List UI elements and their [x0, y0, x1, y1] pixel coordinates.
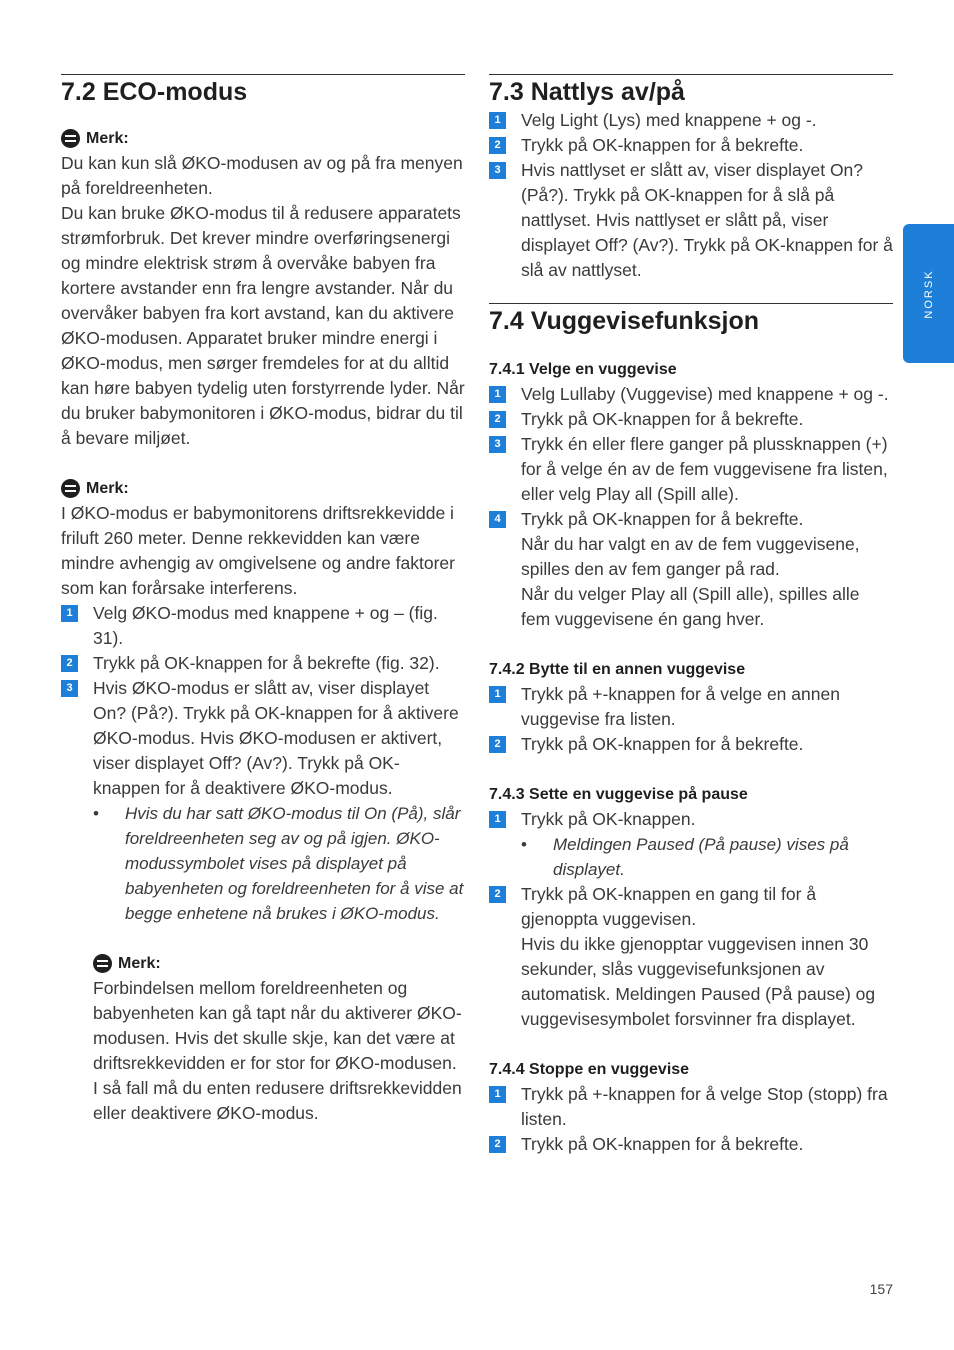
list-item: [489, 1082, 893, 1132]
step-text: Trykk på OK-knappen.: [521, 809, 696, 829]
step-number: 1: [61, 605, 78, 622]
language-tab: [903, 224, 954, 363]
list-item: [61, 676, 465, 801]
step-number: 2: [489, 137, 506, 154]
list-item: [489, 732, 893, 757]
step-number: 2: [61, 655, 78, 672]
lullaby-stop-steps: [489, 1082, 893, 1157]
step-number: 1: [489, 386, 506, 403]
lullaby-switch-steps: [489, 682, 893, 757]
eco-steps: [61, 601, 465, 801]
lullaby-pause-steps: [489, 807, 893, 832]
step-number: 2: [489, 1136, 506, 1153]
step-number: 1: [489, 811, 506, 828]
step-text: Velg Light (Lys) med knappene + og -.: [521, 110, 817, 130]
paragraph: Du kan bruke ØKO-modus til å redusere apparatets strømforbruk. Det krever mindre overføringsenergi og mindre elektrisk strøm å overvåke babyen fra kortere avstander enn fra lengre avstander. Når du overvåker babyen fra kort avstand, kan du aktivere ØKO-modusen. Apparatet bruker mindre energi i ØKO-modus, men sørger fremdeles for at du alltid kan høre babyen tydelig uten forstyrrende lyder. Når du bruker babymonitoren i ØKO-modus, bidrar du til å bevare miljøet.: [61, 203, 465, 448]
step-number: 4: [489, 511, 506, 528]
lullaby-select-steps: [489, 382, 893, 632]
page-number: 157: [869, 1281, 893, 1297]
step-body: [521, 507, 893, 632]
list-item: [489, 682, 893, 732]
list-item: [489, 382, 893, 407]
note-text: Du kan kun slå ØKO-modusen av og på fra menyen på foreldreenheten.: [61, 153, 463, 198]
list-item: [489, 407, 893, 432]
heading-7-2: 7.2 ECO-modus: [61, 78, 248, 106]
heading-7-3: 7.3 Nattlys av/på: [489, 78, 685, 106]
lullaby-resume-steps: [489, 882, 893, 1032]
step-text: Trykk på OK-knappen for å bekrefte.: [521, 734, 804, 754]
step-number: 2: [489, 886, 506, 903]
step-text: Trykk på OK-knappen for å bekrefte.: [521, 509, 804, 529]
step-text: Trykk på OK-knappen for å bekrefte (fig. 32).: [93, 653, 440, 673]
nightlight-steps: [489, 108, 893, 283]
list-item: [489, 133, 893, 158]
note-label: Merk:: [118, 954, 161, 972]
step-text: Når du har valgt en av de fem vuggevisene, spilles den av fem ganger på rad.: [521, 534, 860, 579]
step-number: 2: [489, 411, 506, 428]
note-header: [61, 126, 465, 151]
indented-note: [93, 951, 465, 1126]
list-item: [489, 158, 893, 283]
list-item: [489, 507, 893, 632]
bullet-text: Meldingen Paused (På pause) vises på displayet.: [553, 835, 849, 879]
step-text: Trykk på OK-knappen for å bekrefte.: [521, 135, 804, 155]
step-number: 3: [61, 680, 78, 697]
subheading-7-4-1: 7.4.1 Velge en vuggevise: [489, 361, 677, 378]
step-number: 3: [489, 162, 506, 179]
bullet-item: [521, 832, 893, 882]
step-number: 2: [489, 736, 506, 753]
note-label: Merk:: [86, 479, 129, 497]
list-item: [489, 1132, 893, 1157]
step-number: 1: [489, 112, 506, 129]
step-text: Hvis du ikke gjenopptar vuggevisen innen 30 sekunder, slås vuggevisefunksjonen av automatisk. Meldingen Paused (På pause) og vuggevisesymbolet forsvinner fra displayet.: [521, 934, 876, 1029]
step-text: Trykk på +-knappen for å velge en annen vuggevise fra listen.: [521, 684, 840, 729]
step-text: Velg Lullaby (Vuggevise) med knappene + og -.: [521, 384, 889, 404]
note-icon: [61, 129, 80, 148]
step-text: Trykk på OK-knappen en gang til for å gjenoppta vuggevisen.: [521, 884, 817, 929]
heading-7-4: 7.4 Vuggevisefunksjon: [489, 307, 759, 335]
step-body: [521, 882, 893, 1032]
bullet-dot-icon: •: [521, 835, 527, 854]
bullet-dot-icon: •: [93, 804, 99, 823]
step-text: Hvis ØKO-modus er slått av, viser displayet On? (På?). Trykk på OK-knappen for å aktivere ØKO-modus. Hvis ØKO-modusen er aktivert, viser displayet Off? (Av?). Trykk på OK-knappen for å deaktivere ØKO-modus.: [93, 678, 459, 798]
language-tab-label: NORSK: [922, 268, 935, 319]
step-number: 1: [489, 1086, 506, 1103]
note-icon: [61, 479, 80, 498]
list-item: [489, 807, 893, 832]
bullet-text: Hvis du har satt ØKO-modus til On (På), slår foreldreenheten seg av og på igjen. ØKO-modussymbolet vises på displayet på babyenheten og foreldreenheten for å vise at begge enhetene nå brukes i ØKO-modus.: [125, 804, 464, 923]
bullet-item: [93, 801, 465, 926]
note-header: [61, 476, 465, 501]
list-item: [489, 108, 893, 133]
list-item: [489, 882, 893, 1032]
step-text: Trykk én eller flere ganger på plussknappen (+) for å velge én av de fem vuggevisene fra listen, eller velg Play all (Spill alle).: [521, 434, 888, 504]
note-label: Merk:: [86, 129, 129, 147]
subheading-7-4-2: 7.4.2 Bytte til en annen vuggevise: [489, 661, 746, 678]
subheading-7-4-3: 7.4.3 Sette en vuggevise på pause: [489, 786, 748, 803]
right-column: [489, 74, 893, 1157]
subheading-7-4-4: 7.4.4 Stoppe en vuggevise: [489, 1061, 690, 1078]
list-item: [61, 651, 465, 676]
left-column: [61, 74, 465, 1126]
note-header: [93, 951, 465, 976]
list-item: [489, 432, 893, 507]
step-text: Velg ØKO-modus med knappene + og – (fig. 31).: [93, 603, 438, 648]
step-number: 3: [489, 436, 506, 453]
step-text: Trykk på +-knappen for å velge Stop (stopp) fra listen.: [521, 1084, 888, 1129]
step-text: Trykk på OK-knappen for å bekrefte.: [521, 1134, 804, 1154]
step-text: Hvis nattlyset er slått av, viser displayet On? (På?). Trykk på OK-knappen for å slå på nattlyset. Hvis nattlyset er slått på, viser displayet Off? (Av?). Trykk på OK-knappen for å slå av nattlyset.: [521, 160, 893, 280]
list-item: [61, 601, 465, 651]
step-text: Trykk på OK-knappen for å bekrefte.: [521, 409, 804, 429]
step-number: 1: [489, 686, 506, 703]
note-icon: [93, 954, 112, 973]
step-text: Når du velger Play all (Spill alle), spilles alle fem vuggevisene én gang hver.: [521, 584, 860, 629]
note-text: Forbindelsen mellom foreldreenheten og babyenheten kan gå tapt når du aktiverer ØKO-modusen. Hvis det skulle skje, kan det være at driftsrekkevidden er for stor for ØKO-modusen. I så fall må du enten redusere driftsrekkevidden eller deaktivere ØKO-modus.: [93, 978, 462, 1123]
note-text: I ØKO-modus er babymonitorens driftsrekkevidde i friluft 260 meter. Denne rekkevidden kan være mindre avhengig av omgivelsene og andre faktorer som kan forårsake interferens.: [61, 503, 455, 598]
